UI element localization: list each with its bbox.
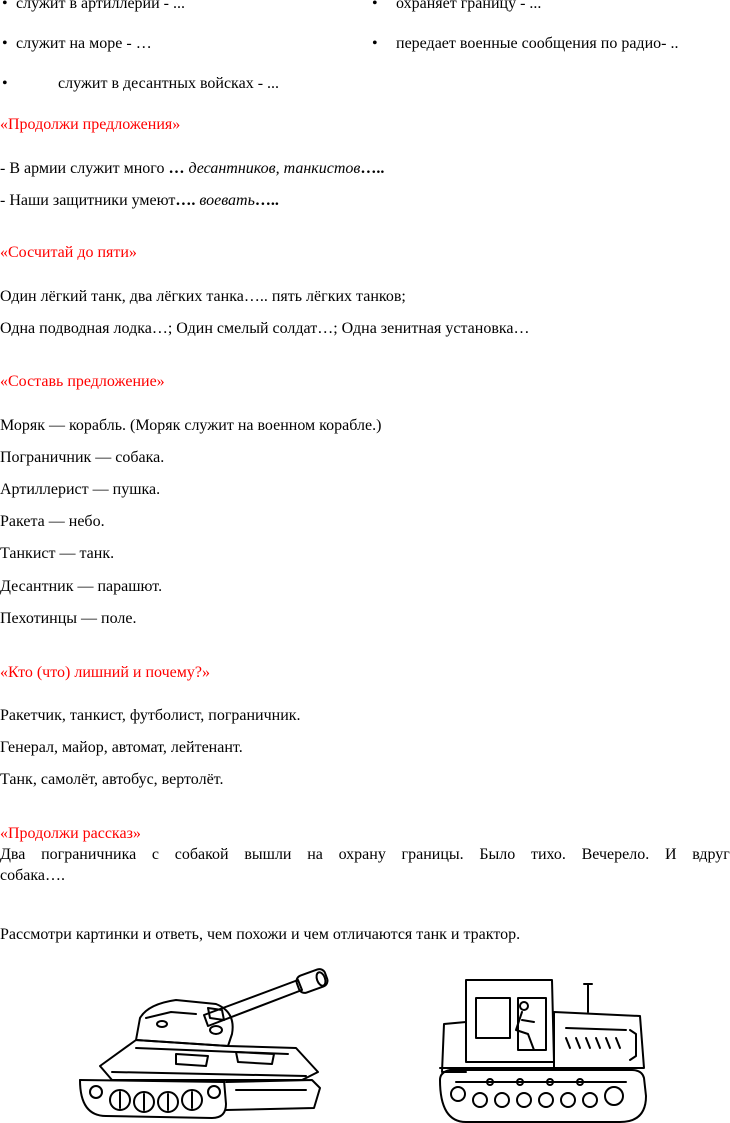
story-word: собакой [174, 846, 229, 863]
sentence-dots: ….. [254, 192, 279, 209]
sentence-dots: … [168, 160, 189, 177]
story-word: вышли [244, 846, 292, 863]
sentence-line-1 [0, 159, 384, 179]
bullet-marker: • [2, 75, 8, 92]
pair-line: Десантник — парашют. [0, 578, 163, 595]
pair-line: Артиллерист — пушка. [0, 481, 161, 498]
story-line-2: собака…. [0, 867, 65, 884]
sentence-answer: десантников, танкистов [188, 160, 361, 177]
section-heading-count-to-five: «Сосчитай до пяти» [0, 244, 137, 261]
section-heading-make-sentence: «Составь предложение» [0, 373, 165, 390]
count-line-1: Один лёгкий танк, два лёгких танка….. пять лёгких танков; [0, 288, 406, 305]
bullet-marker: • [2, 0, 8, 12]
bullet-marker: • [372, 0, 378, 12]
odd-line: Ракетчик, танкист, футболист, пограничник. [0, 707, 301, 724]
story-word: пограничника [41, 846, 137, 863]
bullet-radio: передает военные сообщения по радио- .. [396, 35, 679, 52]
pair-line: Моряк — корабль. (Моряк служит на военном корабле.) [0, 417, 382, 434]
sentence-text: - Наши защитники умеют [0, 192, 176, 209]
sentence-answer: воевать [195, 192, 255, 209]
bullet-airborne: служит в десантных войсках - ... [58, 75, 280, 92]
story-word: вдруг [692, 846, 730, 863]
story-word: охрану [338, 846, 386, 863]
section-heading-continue-story: «Продолжи рассказ» [0, 825, 141, 842]
story-word: Было [479, 846, 516, 863]
section-heading-continue-sentences: «Продолжи предложения» [0, 116, 181, 133]
bullet-border: охраняет границу - ... [396, 0, 542, 12]
bullet-artillery: служит в артиллерии - ... [16, 0, 186, 12]
story-word: И [664, 846, 677, 863]
tank-drawing [76, 968, 336, 1123]
story-word: границы. [401, 846, 464, 863]
story-word: Два [0, 846, 26, 863]
section-heading-odd-one-out: «Кто (что) лишний и почему?» [0, 664, 210, 681]
sentence-text: - В армии служит много [0, 160, 169, 177]
story-word: с [151, 846, 160, 863]
pair-line: Пехотинцы — поле. [0, 610, 137, 627]
compare-instruction: Рассмотри картинки и ответь, чем похожи и чем отличаются танк и трактор. [0, 926, 521, 943]
bullet-marker: • [2, 35, 8, 52]
bullet-sea: служит на море - … [16, 35, 152, 52]
odd-line: Генерал, майор, автомат, лейтенант. [0, 739, 243, 756]
bullet-marker: • [372, 35, 378, 52]
sentence-dots: ….. [360, 160, 385, 177]
story-word: Вечерело. [581, 846, 650, 863]
pair-line: Пограничник — собака. [0, 449, 165, 466]
sentence-line-2 [0, 191, 279, 211]
pair-line: Танкист — танк. [0, 545, 115, 562]
story-line-1 [0, 845, 730, 865]
story-word: тихо. [530, 846, 566, 863]
count-line-2: Одна подводная лодка…; Один смелый солдат…; Одна зенитная установка… [0, 320, 530, 337]
odd-line: Танк, самолёт, автобус, вертолёт. [0, 771, 224, 788]
tractor-drawing [436, 972, 650, 1123]
sentence-dots: …. [175, 192, 196, 209]
story-word: на [307, 846, 323, 863]
pair-line: Ракета — небо. [0, 513, 105, 530]
